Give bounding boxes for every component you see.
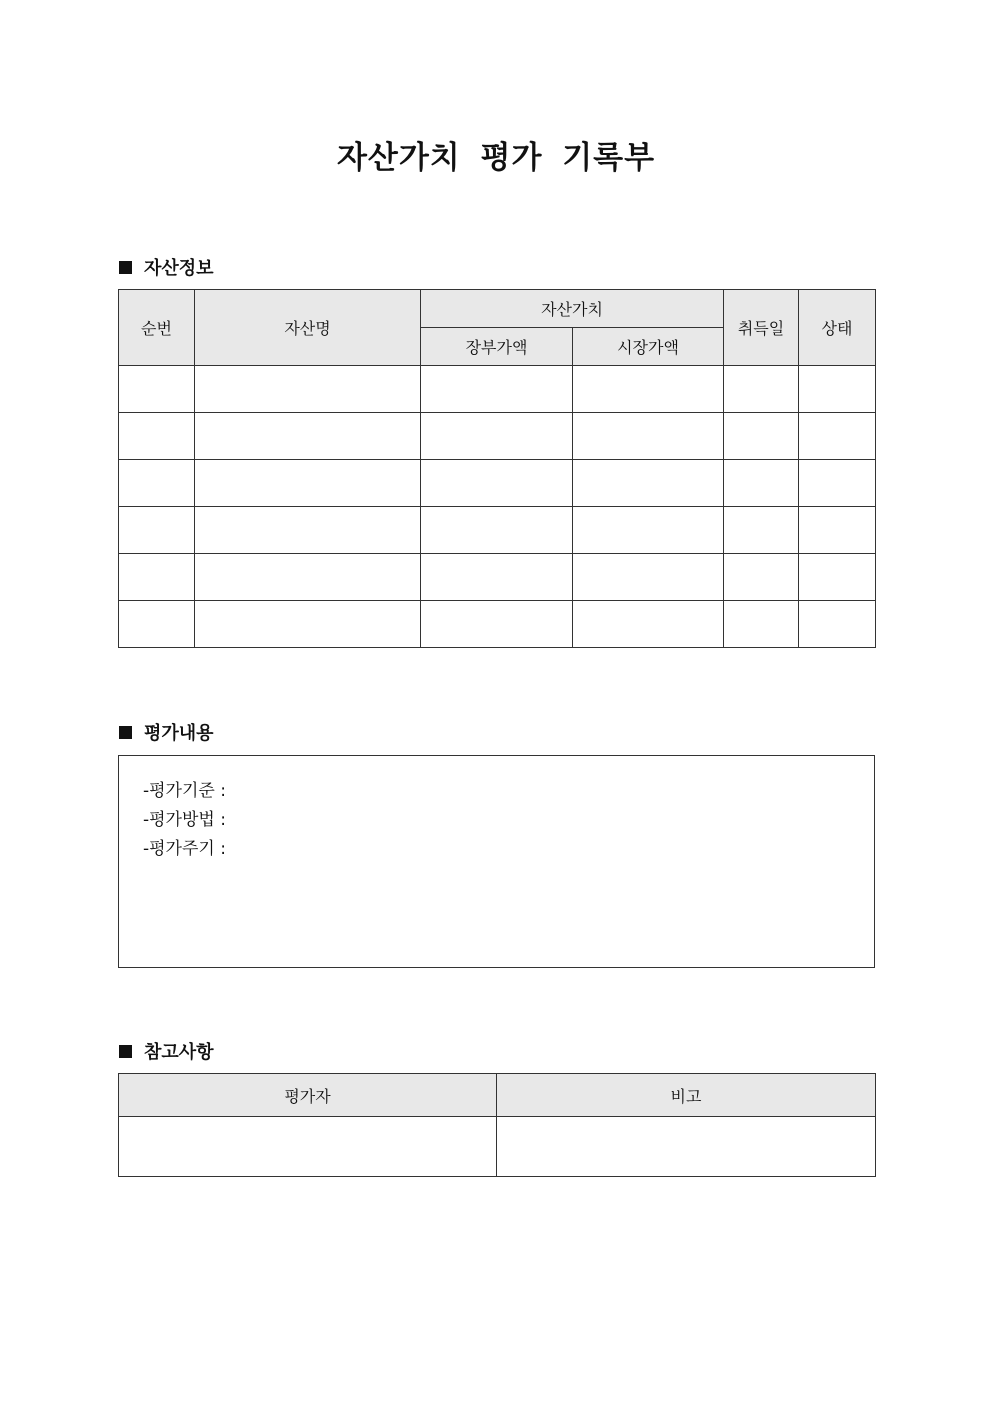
table-cell[interactable] [195, 413, 421, 460]
header-no: 순번 [119, 290, 195, 366]
table-cell[interactable] [573, 366, 724, 413]
table-cell[interactable] [724, 507, 799, 554]
evaluation-criteria-line: -평가기준 : [143, 781, 226, 801]
asset-info-heading [119, 254, 214, 280]
table-cell[interactable] [573, 507, 724, 554]
reference-heading-label: 참고사항 [144, 1042, 214, 1063]
table-cell[interactable] [724, 554, 799, 601]
remarks-cell[interactable] [497, 1117, 876, 1177]
table-cell[interactable] [724, 601, 799, 648]
evaluation-heading [119, 719, 214, 745]
table-cell[interactable] [799, 413, 876, 460]
header-acquired-date: 취득일 [724, 290, 799, 366]
table-cell[interactable] [195, 366, 421, 413]
table-cell[interactable] [573, 554, 724, 601]
table-row [119, 366, 876, 413]
table-row [119, 554, 876, 601]
table-row [119, 460, 876, 507]
table-cell[interactable] [573, 601, 724, 648]
evaluation-method-line: -평가방법 : [143, 810, 226, 830]
table-row [119, 413, 876, 460]
table-cell[interactable] [421, 366, 573, 413]
evaluation-heading-label: 평가내용 [144, 723, 214, 744]
header-asset-name: 자산명 [195, 290, 421, 366]
table-cell[interactable] [421, 460, 573, 507]
table-cell[interactable] [799, 366, 876, 413]
table-cell[interactable] [195, 554, 421, 601]
asset-info-heading-label: 자산정보 [144, 258, 214, 279]
table-cell[interactable] [119, 413, 195, 460]
header-asset-value: 자산가치 [421, 290, 724, 328]
square-bullet-icon [119, 726, 132, 739]
table-cell[interactable] [799, 554, 876, 601]
table-cell[interactable] [724, 366, 799, 413]
table-row [119, 507, 876, 554]
table-cell[interactable] [119, 554, 195, 601]
table-cell[interactable] [799, 601, 876, 648]
table-cell[interactable] [119, 507, 195, 554]
evaluator-cell[interactable] [119, 1117, 497, 1177]
table-cell[interactable] [195, 507, 421, 554]
square-bullet-icon [119, 1045, 132, 1058]
table-cell[interactable] [421, 413, 573, 460]
reference-table [118, 1073, 876, 1177]
table-cell[interactable] [421, 554, 573, 601]
table-cell[interactable] [724, 413, 799, 460]
page-title: 자산가치 평가 기록부 [336, 140, 656, 176]
square-bullet-icon [119, 261, 132, 274]
table-cell[interactable] [195, 460, 421, 507]
table-row [119, 601, 876, 648]
table-cell[interactable] [573, 413, 724, 460]
table-cell[interactable] [799, 507, 876, 554]
header-book-value: 장부가액 [421, 328, 573, 366]
table-cell[interactable] [119, 460, 195, 507]
table-cell[interactable] [421, 601, 573, 648]
header-market-value: 시장가액 [573, 328, 724, 366]
table-cell[interactable] [724, 460, 799, 507]
table-cell[interactable] [573, 460, 724, 507]
reference-heading [119, 1038, 214, 1064]
header-evaluator: 평가자 [119, 1074, 497, 1117]
asset-table [118, 289, 876, 648]
table-cell[interactable] [799, 460, 876, 507]
table-cell[interactable] [195, 601, 421, 648]
evaluation-content-box[interactable] [118, 755, 875, 968]
header-remarks: 비고 [497, 1074, 876, 1117]
table-cell[interactable] [421, 507, 573, 554]
evaluation-cycle-line: -평가주기 : [143, 839, 226, 859]
table-cell[interactable] [119, 366, 195, 413]
table-cell[interactable] [119, 601, 195, 648]
header-status: 상태 [799, 290, 876, 366]
table-row [119, 1117, 876, 1177]
